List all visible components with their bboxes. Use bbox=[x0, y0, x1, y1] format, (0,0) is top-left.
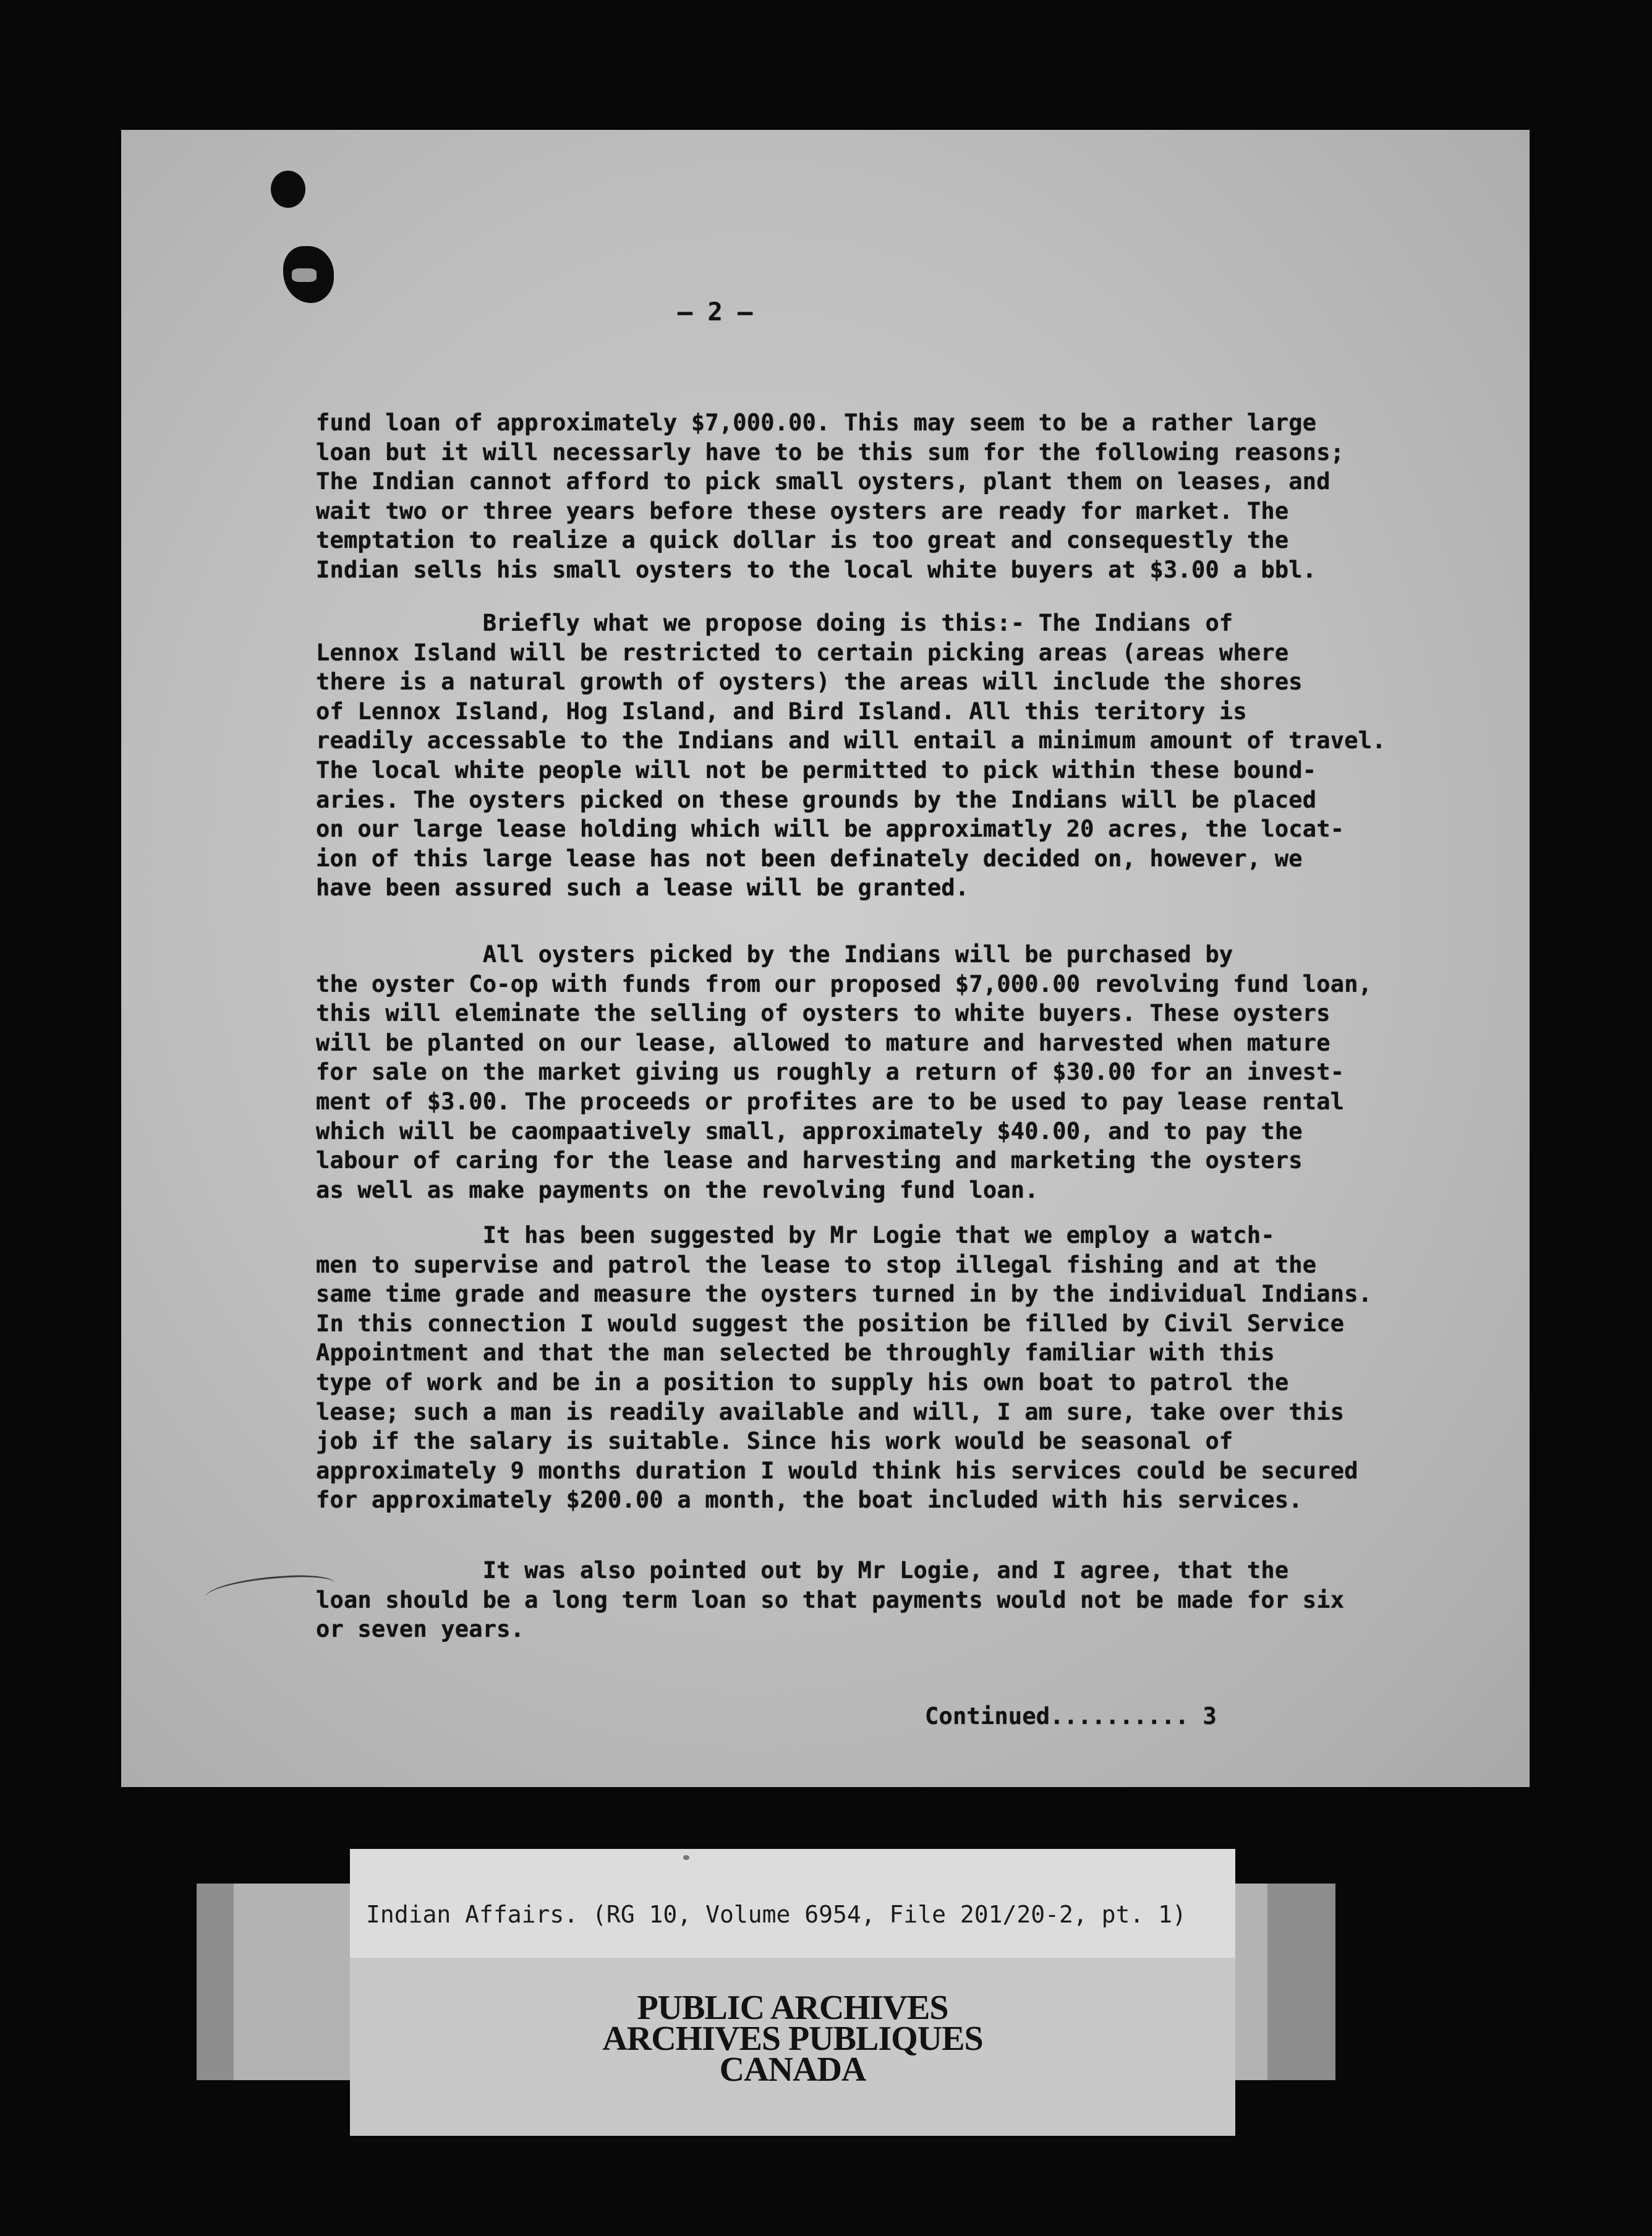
stamp-line: PUBLIC ARCHIVES bbox=[637, 1989, 948, 2027]
archive-stamp bbox=[350, 1989, 1235, 2089]
label-shadow-left bbox=[197, 1884, 234, 2080]
archive-reference: Indian Affairs. (RG 10, Volume 6954, File 201/20-2, pt. 1) bbox=[366, 1901, 1186, 1928]
document-page bbox=[121, 130, 1530, 1787]
label-shadow-right bbox=[1267, 1884, 1335, 2080]
stamp-line: CANADA bbox=[719, 2050, 866, 2089]
punch-hole bbox=[271, 171, 305, 208]
paragraph: It was also pointed out by Mr Logie, and I agree, that the loan should be a long term loan so that payments would not be made for six or seven years. bbox=[316, 1557, 1345, 1643]
paragraph: All oysters picked by the Indians will be purchased by the oyster Co-op with funds from our proposed $7,000.00 revolving fund loan, this will eleminate the selling of oysters to white buyers. These oysters will be planted on our lease, allowed to mature and harvested when mature for sale on the market giving us roughly a return of $30.00 for an invest- ment of $3.00. The proceeds or profites are to be used to pay lease rental which will be caompaatively small, approximately $40.00, and to pay the labour of caring for the lease and harvesting and marketing the oysters as well as make payments on the revolving fund loan. bbox=[316, 941, 1373, 1203]
continued-note: Continued.......... 3 bbox=[925, 1703, 1217, 1730]
page-number: — 2 — bbox=[678, 298, 753, 326]
paragraph: It has been suggested by Mr Logie that we employ a watch- men to supervise and patrol the lease to stop illegal fishing and at the same time grade and measure the oysters turned in by the individual Indians. In this connection I would suggest the position be filled by Civil Service Appointment and that the man selected be throughly familiar with this type of work and be in a position to supply his own boat to patrol the lease; such a man is readily available and will, I am sure, take over this job if the salary is suitable. Since his work would be seasonal of approximately 9 months duration I would think his services could be secured for approximately $200.00 a month, the boat included with his services. bbox=[316, 1222, 1373, 1514]
paragraph: fund loan of approximately $7,000.00. This may seem to be a rather large loan but it will necessarly have to be this sum for the following reasons; The Indian cannot afford to pick small oysters, plant them on leases, and wait two or three years before these oysters are ready for market. The temptation to realize a quick dollar is too great and consequestly the Indian sells his small oysters to the local white buyers at $3.00 a bbl. bbox=[316, 409, 1345, 583]
dust-speck bbox=[683, 1855, 689, 1860]
clip-mark bbox=[283, 246, 334, 303]
stamp-line: ARCHIVES PUBLIQUES bbox=[602, 2020, 983, 2058]
paragraph: Briefly what we propose doing is this:- The Indians of Lennox Island will be restricted to certain picking areas (areas where there is a natural growth of oysters) the areas will include the shores of Lennox Island, Hog Island, and Bird Island. All this teritory is readily accessable to the Indians and will entail a minimum amount of travel. The local white people will not be permitted to pick within these bound- aries. The oysters picked on these grounds by the Indians will be placed on our large lease holding which will be approximatly 20 acres, the locat- ion of this large lease has not been definately decided on, however, we have been assured such a lease will be granted. bbox=[316, 610, 1386, 902]
